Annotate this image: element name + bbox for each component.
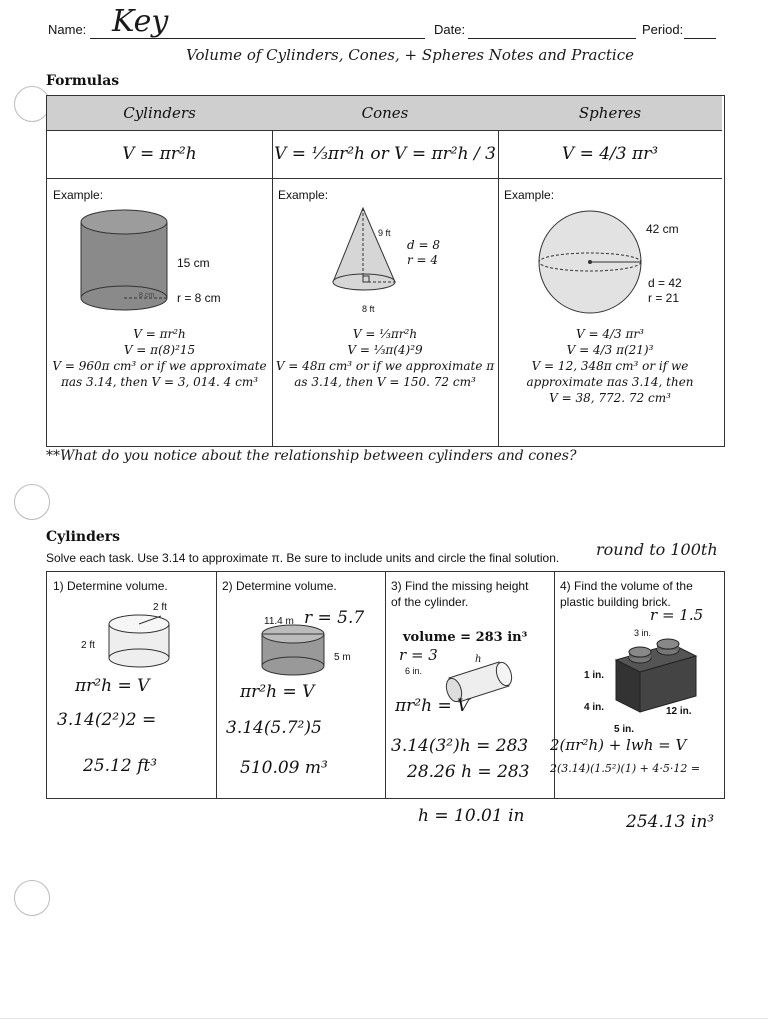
spheres-header: Spheres (498, 96, 722, 131)
task-4-cell (550, 572, 724, 798)
task-2-work-2: 3.14(5.7²)5 (226, 718, 322, 738)
task-3-work-1: πr²h = V (395, 696, 470, 716)
hole-punch-mark (14, 86, 50, 122)
example-label: Example: (53, 188, 104, 202)
task-4-width-label: 4 in. (584, 702, 605, 713)
sphere-figure (536, 208, 646, 318)
task-1-title: 1) Determine volume. (53, 579, 168, 593)
cone-base-label: 8 ft (362, 304, 375, 314)
cone-figure (327, 206, 407, 301)
task-2-cell (216, 572, 386, 798)
task-2-radius-note: r = 5.7 (304, 608, 365, 628)
task-2-diameter-label: 11.4 m (264, 616, 294, 627)
task-1-answer: 25.12 ft³ (83, 756, 158, 776)
task-3-work-2: 3.14(3²)h = 283 (391, 736, 529, 756)
task-3-volume-label: volume = 283 in³ (403, 630, 528, 645)
task-3-radius-note: r = 3 (399, 646, 438, 664)
task-1-radius-label: 2 ft (153, 602, 167, 613)
sphere-work: V = 4/3 πr³ V = 4/3 π(21)³ V = 12, 348π cm³ or if we approximate πas 3.14, then V = 38, 772. 72 cm³ (526, 327, 694, 405)
task-1-work-2: 3.14(2²)2 = (57, 710, 157, 730)
task-3-diameter-label: 6 in. (405, 666, 423, 676)
example-label: Example: (504, 188, 555, 202)
task-3-h-label: h (475, 654, 482, 665)
task-1-cylinder-figure (105, 612, 175, 672)
height-label: 15 cm (177, 256, 210, 270)
task-4-work-2: 2(3.14)(1.5²)(1) + 4·5·12 = (550, 762, 701, 775)
formulas-title: Formulas (46, 73, 120, 89)
cylinder-formula: V = πr²h (47, 130, 272, 179)
task-2-work-1: πr²h = V (240, 682, 315, 702)
cones-column (272, 96, 499, 446)
cone-height-label: 9 ft (378, 228, 391, 238)
cylinders-column (47, 96, 273, 446)
task-3-title: 3) Find the missing height of the cylinder. (391, 579, 529, 609)
cone-radius-label: r = 4 (407, 253, 439, 267)
cone-work: V = ⅓πr²h V = ⅓π(4)²9 V = 48π cm³ or if we approximate π as 3.14, then V = 150. 72 cm³ (275, 327, 495, 389)
cylinders-header: Cylinders (47, 96, 272, 131)
task-2-cylinder-figure (258, 624, 330, 678)
page-edge (0, 1018, 768, 1019)
date-line (468, 38, 636, 39)
radius-label: r = 8 cm (177, 291, 221, 305)
task-4-radius-note: r = 1.5 (650, 606, 704, 624)
spheres-column (498, 96, 722, 446)
task-3-work-3: 28.26 h = 283 (407, 762, 530, 782)
task-4-length-label: 12 in. (666, 706, 692, 717)
cylinders-title: Cylinders (46, 529, 121, 545)
sphere-r-label: r = 21 (648, 291, 680, 305)
name-value: Key (112, 4, 169, 39)
radius-small-label: 8 cm (139, 292, 155, 299)
hole-punch-mark (14, 880, 50, 916)
sphere-radius-label: 42 cm (646, 222, 679, 236)
page-title: Volume of Cylinders, Cones, + Spheres Notes and Practice (186, 46, 635, 64)
task-4-stud-label: 3 in. (634, 628, 652, 638)
task-2-height-label: 5 m (334, 652, 351, 663)
period-line (684, 38, 716, 39)
cylinders-instructions: Solve each task. Use 3.14 to approximate π. Be sure to include units and circle the final solution. (46, 551, 560, 565)
cylinder-work: V = πr²h V = π(8)²15 V = 960π cm³ or if we approximate πas 3.14, then V = 3, 014. 4 cm³ (52, 327, 267, 389)
task-4-depth-label: 5 in. (614, 724, 635, 735)
task-4-title: 4) Find the volume of the plastic building brick. (560, 579, 693, 609)
cylinder-tasks-table (46, 571, 725, 799)
sphere-diameter-label: d = 42 (648, 276, 682, 290)
hole-punch-mark (14, 484, 50, 520)
relationship-question: **What do you notice about the relationship between cylinders and cones? (46, 448, 577, 464)
task-4-answer: 254.13 in³ (626, 812, 715, 832)
task-1-work-1: πr²h = V (75, 676, 150, 696)
period-label: Period: (642, 22, 684, 37)
cone-diameter-label: d = 8 (407, 238, 440, 252)
name-label: Name: (48, 22, 87, 37)
cones-header: Cones (272, 96, 498, 131)
task-3-cell (385, 572, 555, 798)
task-4-work-1: 2(πr²h) + lwh = V (550, 736, 687, 754)
date-label: Date: (434, 22, 466, 37)
example-label: Example: (278, 188, 329, 202)
task-3-answer: h = 10.01 in (418, 806, 525, 826)
cone-formula: V = ⅓πr²h or V = πr²h / 3 (272, 130, 498, 179)
task-2-answer: 510.09 m³ (240, 758, 328, 778)
sphere-formula: V = 4/3 πr³ (498, 130, 722, 179)
cylinder-figure (77, 208, 172, 313)
task-4-height-label: 1 in. (584, 670, 605, 681)
round-note: round to 100th (596, 540, 718, 559)
formulas-table (46, 95, 725, 447)
task-1-cell (47, 572, 217, 798)
task-1-height-label: 2 ft (81, 640, 95, 651)
task-2-title: 2) Determine volume. (222, 579, 337, 593)
